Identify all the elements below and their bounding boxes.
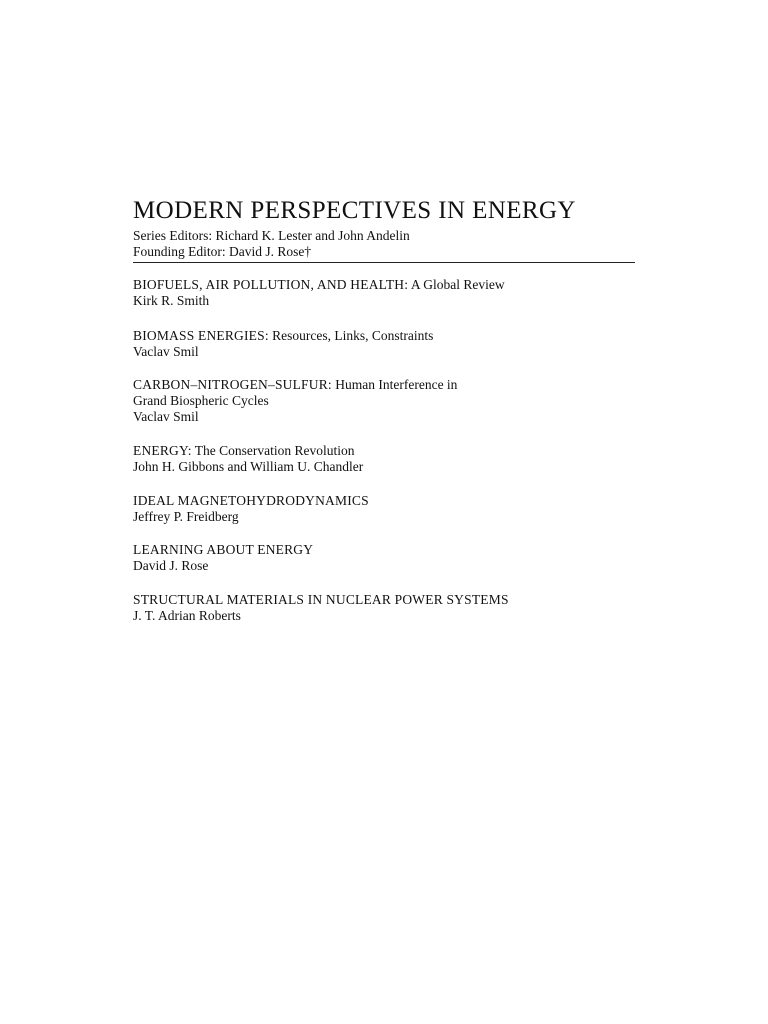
book-subtitle: Resources, Links, Constraints xyxy=(268,328,434,343)
series-editors: Series Editors: Richard K. Lester and John Andelin xyxy=(133,228,410,243)
book-authors: Jeffrey P. Freidberg xyxy=(133,509,239,524)
book-title-line xyxy=(133,377,457,393)
book-entry xyxy=(133,542,313,574)
editors-block xyxy=(133,228,410,260)
book-title: STRUCTURAL MATERIALS IN NUCLEAR POWER SYSTEMS xyxy=(133,592,509,607)
book-entry xyxy=(133,493,369,525)
book-title-line xyxy=(133,443,363,459)
book-authors: Vaclav Smil xyxy=(133,409,199,424)
book-subtitle: Human Interference in xyxy=(331,377,458,392)
book-entry xyxy=(133,377,457,425)
book-title-line xyxy=(133,328,433,344)
book-entry xyxy=(133,443,363,475)
founding-editor: Founding Editor: David J. Rose† xyxy=(133,244,312,259)
book-title: BIOFUELS, AIR POLLUTION, AND HEALTH: xyxy=(133,277,409,292)
book-title: ENERGY: xyxy=(133,443,192,458)
book-title-line xyxy=(133,493,369,509)
header-divider xyxy=(133,262,635,263)
book-authors: Vaclav Smil xyxy=(133,344,199,359)
book-authors: J. T. Adrian Roberts xyxy=(133,608,241,623)
book-title: CARBON–NITROGEN–SULFUR: xyxy=(133,377,332,392)
book-title-line xyxy=(133,542,313,558)
book-title-line xyxy=(133,592,509,608)
book-entry xyxy=(133,592,509,624)
book-title-line xyxy=(133,277,505,293)
book-entry xyxy=(133,328,433,360)
book-title: IDEAL MAGNETOHYDRODYNAMICS xyxy=(133,493,369,508)
book-authors: John H. Gibbons and William U. Chandler xyxy=(133,459,364,474)
book-authors: Kirk R. Smith xyxy=(133,293,210,308)
book-title: BIOMASS ENERGIES: xyxy=(133,328,269,343)
book-entry xyxy=(133,277,505,309)
book-subtitle: A Global Review xyxy=(408,277,505,292)
book-subtitle: The Conservation Revolution xyxy=(191,443,355,458)
book-title: LEARNING ABOUT ENERGY xyxy=(133,542,314,557)
series-title: MODERN PERSPECTIVES IN ENERGY xyxy=(133,197,576,224)
book-subtitle-continued: Grand Biospheric Cycles xyxy=(133,393,269,408)
book-authors: David J. Rose xyxy=(133,558,209,573)
